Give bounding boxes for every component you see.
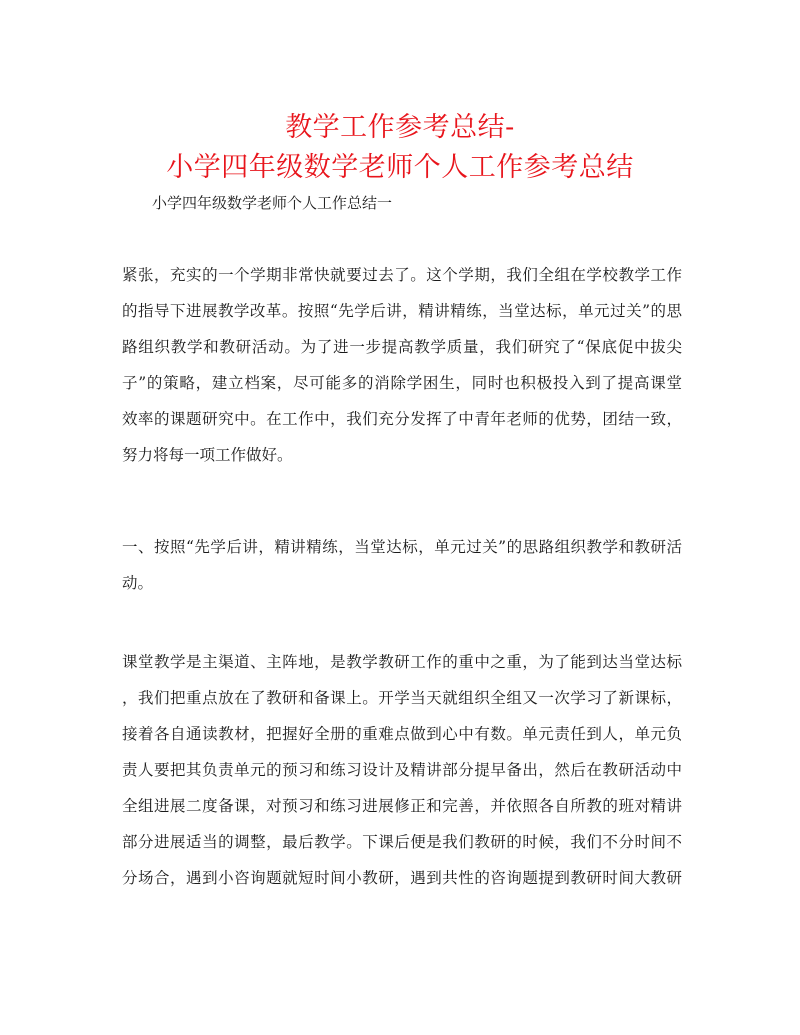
paragraph-line: 全组进展二度备课，对预习和练习进展修正和完善，并依照各自所教的班对精讲 (122, 797, 682, 815)
paragraph-line: 路组织教学和教研活动。为了进一步提高教学质量，我们研究了“保底促中拔尖 (122, 338, 682, 356)
paragraph-line: ，我们把重点放在了教研和备课上。开学当天就组织全组又一次学习了新课标， (122, 689, 682, 707)
document-title-line2: 小学四年级数学老师个人工作参考总结 (166, 152, 634, 183)
paragraph-line: 分场合，遇到小咨询题就短时间小教研，遇到共性的咨询题提到教研时间大教研 (122, 869, 682, 887)
document-title-line1: 教学工作参考总结- (285, 112, 515, 143)
paragraph-line: 效率的课题研究中。在工作中，我们充分发挥了中青年老师的优势，团结一致， (122, 410, 682, 428)
paragraph-line: 课堂教学是主渠道、主阵地，是教学教研工作的重中之重，为了能到达当堂达标 (122, 653, 682, 671)
paragraph-line: 动。 (122, 574, 154, 592)
paragraph-line: 的指导下进展教学改革。按照“先学后讲，精讲精练，当堂达标，单元过关”的思 (122, 302, 682, 320)
paragraph-line: 一、按照“先学后讲，精讲精练，当堂达标，单元过关”的思路组织教学和教研活 (122, 538, 682, 556)
document-subtitle: 小学四年级数学老师个人工作总结一 (152, 194, 393, 212)
paragraph-line: 紧张，充实的一个学期非常快就要过去了。这个学期，我们全组在学校教学工作 (122, 266, 682, 284)
paragraph-section-heading (122, 529, 682, 601)
paragraph-line: 责人要把其负责单元的预习和练习设计及精讲部分提早备出，然后在教研活动中 (122, 761, 682, 779)
paragraph-classroom-teaching (122, 644, 682, 896)
paragraph-intro (122, 257, 682, 473)
paragraph-line: 接着各自通读教材，把握好全册的重难点做到心中有数。单元责任到人，单元负 (122, 725, 682, 743)
paragraph-line: 部分进展适当的调整，最后教学。下课后便是我们教研的时候，我们不分时间不 (122, 833, 682, 851)
paragraph-line: 努力将每一项工作做好。 (122, 446, 293, 464)
paragraph-line: 子”的策略，建立档案，尽可能多的消除学困生，同时也积极投入到了提高课堂 (122, 374, 682, 392)
